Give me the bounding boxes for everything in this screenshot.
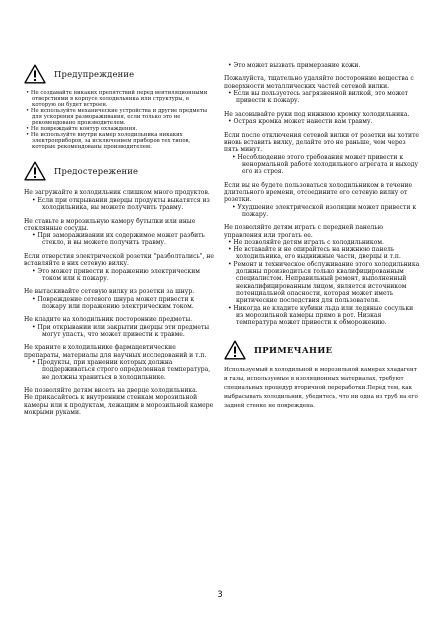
list-item: • Не используйте внутри камер холодильника никаких электроприборов, за исключением приборов тех типов, которые рекомендованы производителем. (24, 132, 214, 150)
paragraph: Не засовывайте руки под нижнюю кромку холодильника. (224, 110, 410, 118)
note-text: Используемый в холодильной и морозильной камерах хладагент и газы, используемые в изоляционных материалах, требуют специальных процедур вторичной переработки.Перед тем, как выбрасывать холодильник, убедитесь, что ни одна из труб на его задней стенке не повреждена. (224, 367, 418, 409)
note-block (224, 366, 420, 410)
list-item: • Не используйте механические устройства и другие предметы для ускорения размораживания, если только это не рекомендовано производителем. (24, 108, 214, 126)
warning-triangle-icon (24, 64, 46, 84)
bullet-list (24, 296, 214, 311)
left-column (24, 64, 214, 416)
list-item: • Не вставайте и не опирайтесь на нижнюю панель холодильника, его выдвижные части, дверцы и т.п. (224, 246, 420, 261)
note-title: ПРИМЕЧАНИЕ (254, 345, 333, 356)
paragraph: Не ставьте в морозильную камеру бутылки или иные стеклянные сосуды. (24, 217, 196, 232)
list-item: • Несоблюдение этого требования может привести к ненормальной работе холодильного агрегата и выходу его из строя. (224, 154, 420, 176)
bullet-list (224, 62, 420, 69)
paragraph: Не позволяйте детям висеть на дверце холодильника. (24, 387, 198, 395)
list-item: • Продукты, при хранении которых должна поддерживаться строго определенная температура, не должны храниться в холодильнике. (24, 359, 214, 381)
right-column (224, 64, 420, 410)
paragraph: Не кладите на холодильник посторонние предметы. (24, 316, 193, 324)
list-item: • При открывании или закрытии дверцы эти предметы могут упасть, что может привести к травме. (24, 324, 214, 339)
paragraph: Если после отключения сетевой вилки от розетки вы хотите вновь вставить вилку, делайте это не раньше, чем через пять минут. (224, 131, 419, 154)
list-item: • Острая кромка может нанести вам травму. (224, 118, 420, 125)
list-item: • Повреждение сетевого шнура может привести к пожару или поражению электрическим током. (24, 296, 214, 311)
bullet-list (224, 204, 420, 219)
paragraph: Не прикасайтесь к внутренним стенкам морозильной камеры или к продуктам, лежащим в морозильной камере мокрыми руками. (24, 394, 214, 417)
list-item: • Не повреждайте контур охлаждения. (24, 126, 214, 132)
list-item: • Не создавайте никаких препятствий перед вентиляционными отверстиями в корпусе холодильника или структуры, в которую он будет встроен. (24, 90, 214, 108)
bullet-list (24, 359, 214, 381)
bullet-list (24, 268, 214, 283)
list-item: • Это может вызвать примерзание кожи. (224, 62, 420, 69)
warning-heading (24, 64, 214, 84)
note-heading (224, 340, 420, 360)
list-item: • Если вы пользуетесь загрязненной вилкой, это может привести к пожару. (224, 90, 420, 105)
page-number: 3 (217, 590, 223, 600)
list-item: • При замораживании их содержимое может разбить стекло, и вы можете получить травму. (24, 232, 214, 247)
paragraph: Не позволяйте детям играть с передней панелью управления или трогать ее. (224, 224, 383, 239)
bullet-list (24, 324, 214, 339)
caution-heading (24, 161, 214, 181)
list-item: • Ремонт и техническое обслуживание этого холодильника должны производиться только квалифицированным специалистом. Неправильный ремонт, выполненный неквалифицированным лицом, является источником потенциальной опасности, которая может иметь критические последствия для пользователя. (224, 261, 420, 305)
paragraph: Не храните в холодильнике фармацевтические препараты, материалы для научных исследований и т.п. (24, 344, 207, 359)
note-triangle-icon (224, 340, 246, 360)
paragraph: Пожалуйста, тщательно удаляйте посторонние вещества с поверхности металлических частей сетевой вилки. (224, 75, 414, 90)
list-item: • Это может привести к поражению электрическим током или к пожару. (24, 268, 214, 283)
paragraph: Если вы не будете пользоваться холодильником в течение длительного времени, отсоедините его сетевую вилку от розетки. (224, 181, 413, 204)
bullet-list (224, 118, 420, 125)
paragraph: Не загружайте в холодильник слишком много продуктов. (24, 189, 210, 197)
bullet-list (224, 239, 420, 327)
paragraph: Если отверстия электрической розетки "разболтались", не вставляйте в них сетевую вилку. (24, 252, 214, 268)
bullet-list (24, 197, 214, 212)
list-item: • Никогда не кладите кубики льда или ледяные сосульки из морозильной камеры прямо в рот. Низкая температура может привести к обморожению. (224, 305, 420, 327)
bullet-list (224, 90, 420, 105)
list-item: • Если при открывании дверцы продукты выкатятся из холодильника, вы можете получить травму. (24, 197, 214, 212)
list-item: • Не позволяйте детям играть с холодильником. (224, 239, 420, 246)
bullet-list (24, 232, 214, 247)
warning-title: Предупреждение (54, 69, 135, 79)
caution-triangle-icon (24, 161, 46, 181)
warning-list (24, 90, 214, 150)
list-item: • Ухудшение электрической изоляции может привести к пожару. (224, 204, 420, 219)
bullet-list (224, 154, 420, 176)
caution-title: Предостережение (54, 166, 139, 177)
paragraph: Не вытаскивайте сетевую вилку из розетки за шнур. (24, 288, 195, 296)
